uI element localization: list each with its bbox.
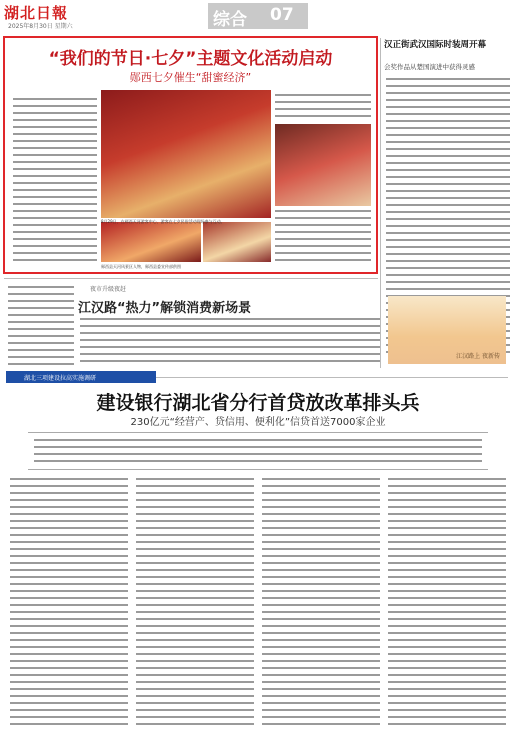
series-banner-text: 湖北三项建设拉高实施调研 <box>24 375 97 382</box>
masthead <box>0 0 515 34</box>
main-body-col-4 <box>388 478 506 730</box>
photo-caption-lower: 郧西县天河风景区人物，郧西县委宣传部供图 <box>101 264 181 269</box>
photo-caption-main: 8月29日，在郧西天河游客中心，游客在七夕民俗活动现场参与互动。 <box>101 219 225 224</box>
night-economy-headline[interactable]: 江汉路“热力”解锁消费新场景 <box>78 301 252 316</box>
night-left-column <box>8 286 74 370</box>
main-headline[interactable]: 建设银行湖北省分行首贷放改革排头兵 <box>96 392 420 414</box>
banner-rule <box>156 377 508 378</box>
fashion-week-headline[interactable]: 汉正街武汉国际时装周开幕 <box>384 40 487 50</box>
main-body-col-1 <box>10 478 128 730</box>
night-kicker: 夜市升级夜赶 <box>90 286 127 293</box>
section-divider <box>4 278 378 279</box>
lead-paragraph-box <box>28 432 488 470</box>
featured-right-text-lower <box>275 210 371 266</box>
page-number: 07 <box>270 5 294 25</box>
section-name: 综合 <box>213 10 247 30</box>
main-body-col-2 <box>136 478 254 730</box>
main-body-col-3 <box>262 478 380 730</box>
featured-right-text <box>275 94 371 122</box>
fashion-week-subheadline: 会奖作品从楚国演进中获得灵感 <box>384 63 475 71</box>
column-divider <box>380 38 381 368</box>
lead-paragraph <box>34 439 482 467</box>
night-market-photo[interactable] <box>388 296 506 364</box>
festival-photo-main[interactable] <box>101 90 271 218</box>
festival-photo-lower-mid[interactable] <box>203 222 271 262</box>
night-photo-label: 江汉路上 夜新传 <box>456 353 500 360</box>
featured-subheadline: 郧西七夕催生“甜蜜经济” <box>129 71 252 84</box>
festival-photo-side[interactable] <box>275 124 371 206</box>
section-tab <box>208 3 308 29</box>
night-body <box>80 318 380 367</box>
series-banner <box>6 371 156 383</box>
featured-body-text <box>13 98 97 266</box>
featured-headline[interactable]: “我们的节日·七夕”主题文化活动启动 <box>48 49 333 69</box>
main-subheadline: 230亿元“经营产、贷信用、便利化”信贷首送7000家企业 <box>130 417 386 428</box>
issue-date: 2025年8月30日 星期六 <box>8 23 73 30</box>
newspaper-logo: 湖北日報 <box>4 4 69 22</box>
festival-photo-lower-left[interactable] <box>101 222 201 262</box>
featured-story-box[interactable] <box>3 36 378 274</box>
